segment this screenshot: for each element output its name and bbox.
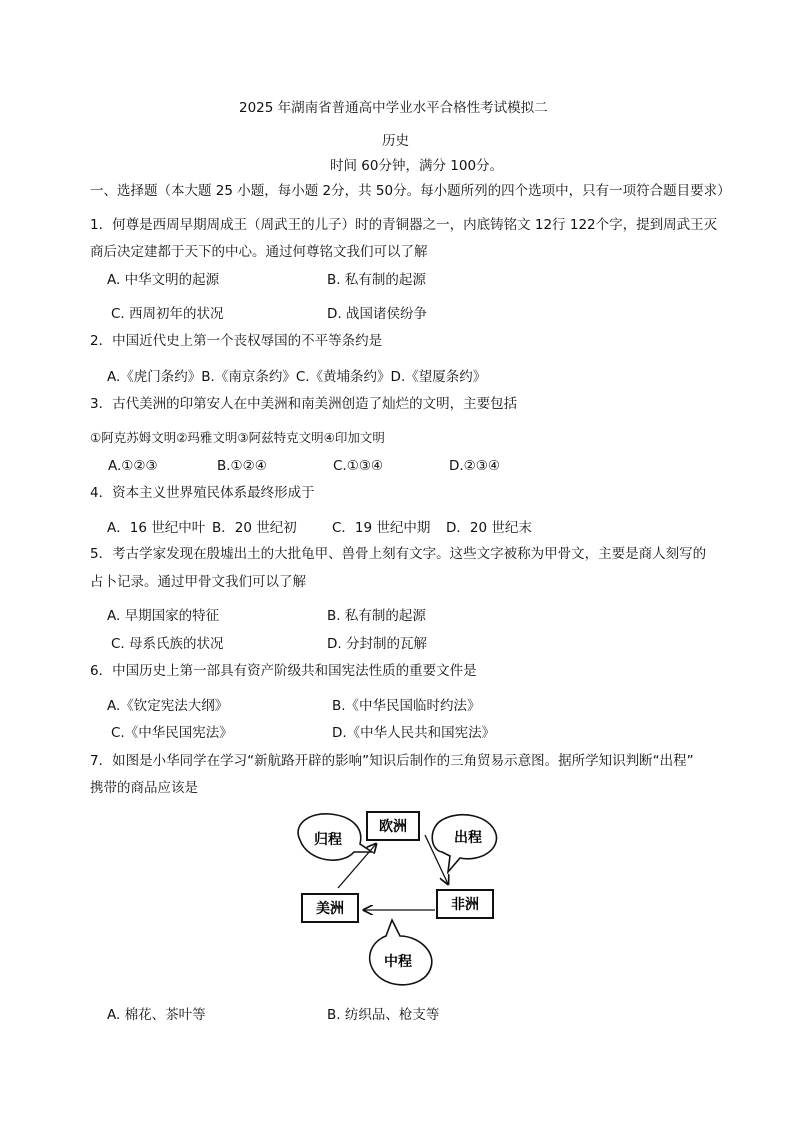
q5-option-b: B. 私有制的起源 — [327, 608, 426, 624]
subject-title: 历史 — [382, 133, 409, 149]
q6-option-d: D.《中华人民共和国宪法》 — [332, 725, 496, 741]
q2-options: A.《虎门条约》B.《南京条约》C.《黄埔条约》D.《望厦条约》 — [107, 369, 487, 385]
q4-option-a: A．16 世纪中叶 — [107, 520, 206, 536]
europe-box — [367, 812, 419, 840]
america-box — [302, 894, 358, 922]
q1-stem-line2: 商后决定建都于天下的中心。通过何尊铭文我们可以了解 — [90, 244, 428, 260]
q6-option-b: B.《中华民国临时约法》 — [332, 698, 481, 714]
q5-stem-line1: 5．考古学家发现在殷墟出土的大批龟甲、兽骨上刻有文字。这些文字被称为甲骨文，主要是商人刻写的 — [90, 546, 707, 562]
q3-option-c: C.①③④ — [333, 458, 384, 474]
q5-option-d: D. 分封制的瓦解 — [327, 636, 427, 652]
q4-option-c: C．19 世纪中期 — [332, 520, 431, 536]
q1-option-a: A. 中华文明的起源 — [107, 272, 220, 288]
q5-stem-line2: 占卜记录。通过甲骨文我们可以了解 — [90, 574, 306, 590]
africa-label: 非洲 — [451, 897, 479, 913]
q3-option-b: B.①②④ — [217, 458, 267, 474]
section-heading: 一、选择题（本大题 25 小题，每小题 2分，共 50分。每小题所列的四个选项中，只有一项符合题目要求） — [90, 183, 731, 199]
q7-stem-line2: 携带的商品应该是 — [90, 780, 198, 796]
europe-label: 欧洲 — [379, 819, 407, 835]
q1-option-d: D. 战国诸侯纷争 — [327, 306, 427, 322]
outbound-label: 出程 — [454, 830, 482, 846]
time-info: 时间 60分钟，满分 100分。 — [330, 158, 504, 174]
q6-stem: 6．中国历史上第一部具有资产阶级共和国宪法性质的重要文件是 — [90, 663, 477, 679]
q4-stem: 4．资本主义世界殖民体系最终形成于 — [90, 485, 315, 501]
q7-stem-line1: 7．如图是小华同学在学习“新航路开辟的影响”知识后制作的三角贸易示意图。据所学知识判断“出程” — [90, 753, 694, 769]
america-label: 美洲 — [316, 901, 344, 917]
middle-label: 中程 — [384, 954, 412, 970]
q7-option-a: A. 棉花、茶叶等 — [107, 1007, 206, 1023]
exam-title: 2025 年湖南省普通高中学业水平合格性考试模拟二 — [239, 100, 548, 116]
q3-stem: 3．古代美洲的印第安人在中美洲和南美洲创造了灿烂的文明，主要包括 — [90, 396, 518, 412]
q4-option-d: D．20 世纪末 — [446, 520, 532, 536]
q3-option-d: D.②③④ — [449, 458, 500, 474]
q1-option-c: C. 西周初年的状况 — [111, 306, 224, 322]
outbound-bubble — [432, 815, 496, 872]
return-label: 归程 — [314, 832, 342, 848]
return-bubble — [298, 814, 372, 860]
q3-items: ①阿克苏姆文明②玛雅文明③阿兹特克文明④印加文明 — [90, 430, 385, 445]
middle-bubble — [370, 920, 432, 985]
q1-option-b: B. 私有制的起源 — [327, 272, 426, 288]
q4-option-b: B．20 世纪初 — [212, 520, 297, 536]
q6-option-c: C.《中华民国宪法》 — [111, 725, 233, 741]
q5-option-c: C. 母系氏族的状况 — [111, 636, 224, 652]
q5-option-a: A. 早期国家的特征 — [107, 608, 220, 624]
q2-stem: 2．中国近代史上第一个丧权辱国的不平等条约是 — [90, 333, 383, 349]
q1-stem-line1: 1．何尊是西周早期周成王（周武王的儿子）时的青铜器之一，内底铸铭文 12行 122个字，提到周武王灭 — [90, 217, 718, 233]
q3-option-a: A.①②③ — [108, 458, 158, 474]
triangular-trade-diagram — [280, 800, 520, 1000]
q7-option-b: B. 纺织品、枪支等 — [327, 1007, 440, 1023]
q6-option-a: A.《钦定宪法大纲》 — [107, 698, 229, 714]
africa-box — [437, 890, 493, 918]
